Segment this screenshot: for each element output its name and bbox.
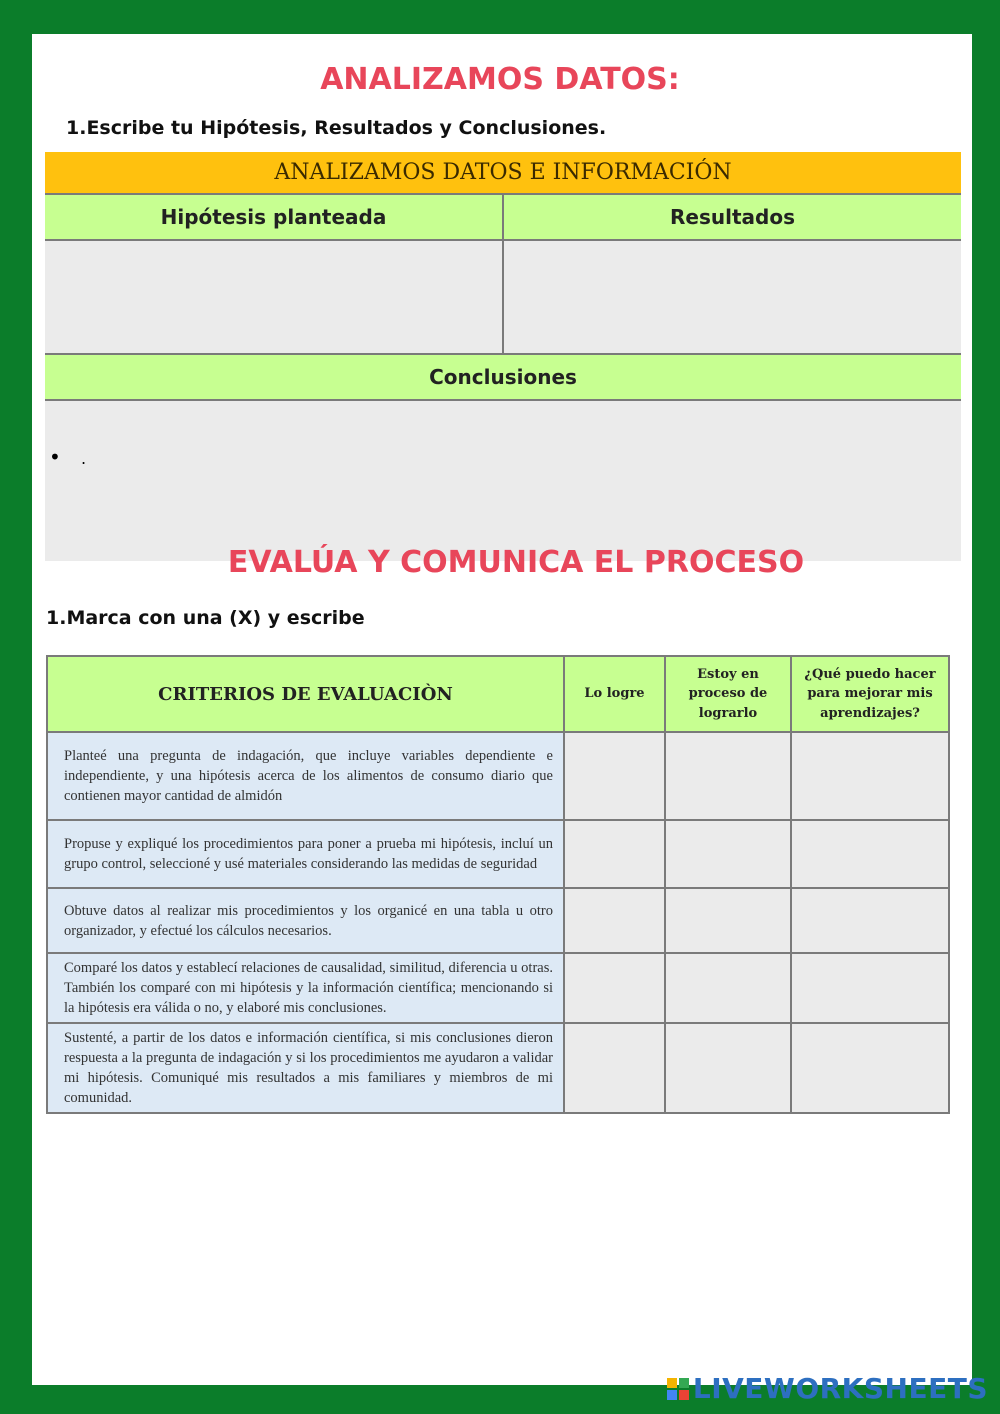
in-process-cell[interactable]	[665, 953, 791, 1023]
page-title: ANALIZAMOS DATOS:	[320, 62, 680, 97]
criteria-row	[47, 953, 949, 1023]
criterion-text: Obtuve datos al realizar mis procedimientos y los organicé en una tabla u otro organizador, y efectué los cálculos necesarios.	[47, 888, 564, 953]
hypothesis-answer-field[interactable]	[45, 241, 504, 353]
achieved-cell[interactable]	[564, 820, 665, 888]
instruction-1: 1.Escribe tu Hipótesis, Resultados y Conclusiones.	[66, 117, 607, 139]
in-process-cell[interactable]	[665, 1023, 791, 1113]
instruction-2: 1.Marca con una (X) y escribe	[46, 607, 365, 629]
achieved-header: Lo logre	[564, 656, 665, 732]
achieved-cell[interactable]	[564, 1023, 665, 1113]
criteria-row	[47, 1023, 949, 1113]
criteria-row	[47, 888, 949, 953]
achieved-cell[interactable]	[564, 888, 665, 953]
analyze-header-row	[45, 193, 961, 241]
liveworksheets-logo	[667, 1372, 988, 1405]
logo-text: LIVEWORKSHEETS	[692, 1372, 988, 1405]
improve-cell[interactable]	[791, 732, 949, 820]
dot-mark: .	[81, 449, 87, 468]
hypothesis-header: Hipótesis planteada	[45, 195, 504, 239]
analyze-banner: ANALIZAMOS DATOS E INFORMACIÓN	[45, 152, 961, 193]
analyze-table	[45, 152, 961, 561]
criteria-header-row	[47, 656, 949, 732]
criteria-header: CRITERIOS DE EVALUACIÒN	[47, 656, 564, 732]
criterion-text: Comparé los datos y establecí relaciones de causalidad, similitud, diferencia u otras. También los comparé con mi hipótesis y la información científica; mencionando si la hipótesis era válida o no, y elaboré mis conclusiones.	[47, 953, 564, 1023]
section-title: EVALÚA Y COMUNICA EL PROCESO	[227, 545, 805, 580]
improve-cell[interactable]	[791, 820, 949, 888]
in-process-header: Estoy en proceso de lograrlo	[665, 656, 791, 732]
conclusions-answer-field[interactable]	[45, 401, 961, 561]
conclusions-header: Conclusiones	[45, 353, 961, 401]
improve-header: ¿Qué puedo hacer para mejorar mis aprendizajes?	[791, 656, 949, 732]
in-process-cell[interactable]	[665, 888, 791, 953]
criterion-text: Propuse y expliqué los procedimientos para poner a prueba mi hipótesis, incluí un grupo control, seleccioné y usé materiales considerando las medidas de seguridad	[47, 820, 564, 888]
in-process-cell[interactable]	[665, 820, 791, 888]
criterion-text: Planteé una pregunta de indagación, que incluye variables dependiente e independiente, y una hipótesis acerca de los alimentos de consumo diario que contienen mayor cantidad de almidón	[47, 732, 564, 820]
achieved-cell[interactable]	[564, 953, 665, 1023]
criterion-text: Sustenté, a partir de los datos e información científica, si mis conclusiones dieron respuesta a la pregunta de indagación y si los procedimientos me ayudaron a validar mi hipótesis. Comuniqué mis resultados a mis familiares y miembros de mi comunidad.	[47, 1023, 564, 1113]
improve-cell[interactable]	[791, 953, 949, 1023]
improve-cell[interactable]	[791, 1023, 949, 1113]
logo-grid-icon	[667, 1378, 689, 1400]
analyze-body-row	[45, 241, 961, 353]
bullet-mark: •	[49, 445, 61, 469]
results-header: Resultados	[504, 195, 961, 239]
criteria-table	[46, 655, 950, 1114]
in-process-cell[interactable]	[665, 732, 791, 820]
achieved-cell[interactable]	[564, 732, 665, 820]
results-answer-field[interactable]	[504, 241, 961, 353]
improve-cell[interactable]	[791, 888, 949, 953]
criteria-row	[47, 732, 949, 820]
criteria-row	[47, 820, 949, 888]
